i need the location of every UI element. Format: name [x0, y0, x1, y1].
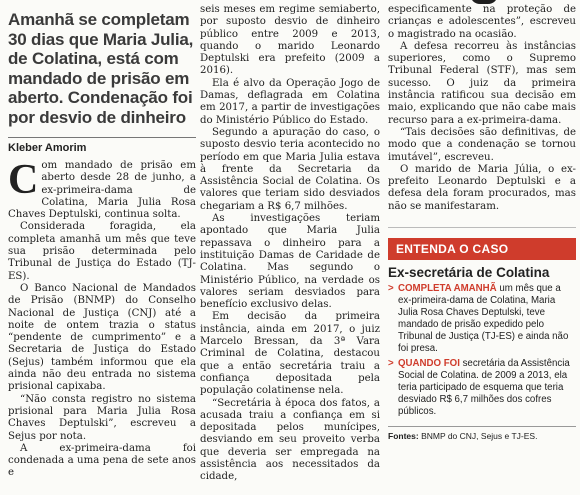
sources-label: Fontes: [388, 431, 419, 442]
paragraph-text: om mandado de prisão em aberto desde 28 de junho, a ex-primeira-dama de Colatina, Maria Julia Rosa Chaves Deptulski, continua solta. [8, 160, 196, 221]
article-paragraph: especificamente na proteção de crianças e adolescentes”, escreveu o magistrado na ocasião. [388, 4, 576, 40]
article-paragraph: O Banco Nacional de Mandados de Prisão (BNMP) do Conselho Nacional de Justiça (CNJ) até a noite de ontem trazia o status “pendente de cumprimento” e a Secretaria de Justiça do Estado (Sejus) também informou que ela ainda não deu entrada no sistema prisional capixaba. [8, 282, 196, 393]
article-paragraph: A ex-primeira-dama foi condenada a uma pena de sete anos e [8, 442, 196, 479]
article-paragraph: Em decisão da primeira instância, ainda em 2017, o juiz Marcelo Bressan, da 3ª Vara Criminal de Colatina, destacou que a então secretária traiu a confiança depositada pela população colatinense nela. [200, 311, 380, 397]
list-item-lead: QUANDO FOI [398, 358, 460, 370]
article-paragraph: seis meses em regime semiaberto, por suposto desvio de dinheiro público entre 2009 e 2013, quando o marido Leonardo Deptulski era prefeito (2009 a 2016). [200, 4, 380, 77]
sources-text: BNMP do CNJ, Sejus e TJ-ES. [418, 431, 538, 442]
headline-divider [8, 137, 196, 138]
list-item [388, 358, 576, 418]
drop-cap: C [8, 157, 39, 203]
article-paragraph: A defesa recorreu às instâncias superiores, como o Supremo Tribunal Federal (STF), mas sem sucesso. O juiz da primeira instância ratificou sua decisão em maio, explicando que não cabe mais recurso para a ex-primeira-dama. [388, 40, 576, 126]
chevron-right-icon: > [388, 358, 394, 370]
article-body-col3 [388, 4, 576, 213]
explainer-box-list [388, 283, 576, 418]
article-body-col1 [8, 157, 196, 480]
article-paragraph: “Não consta registro no sistema prisional para Maria Julia Rosa Chaves Deptulski”, escreveu a Sejus por nota. [8, 393, 196, 442]
article-column-3 [388, 0, 576, 441]
article-headline: Amanhã se completam 30 dias que Maria Julia, de Colatina, está com mandado de prisão em aberto. Condenação foi por desvio de dinheiro [8, 10, 194, 127]
chevron-right-icon: > [388, 283, 394, 295]
article-paragraph: “Tais decisões são definitivas, de modo que a condenação se tornou imutável”, escreveu. [388, 126, 576, 163]
explainer-box-sources [388, 426, 576, 441]
article-paragraph: Ela é alvo da Operação Jogo de Damas, deflagrada em Colatina em 2017, a partir de investigações do Ministério Público do Estado. [200, 77, 380, 126]
explainer-box-title: ENTENDA O CASO [388, 238, 576, 260]
list-item-text: um mês que a ex-primeira-dama de Colatina, Maria Julia Rosa Chaves Deptulski, teve mandado de prisão expedido pelo Tribunal de Justiça (TJ-ES) e ainda não foi presa. [398, 283, 569, 355]
explainer-box-headline: Ex-secretária de Colatina [388, 265, 550, 281]
article-paragraph: O marido de Maria Júlia, o ex-prefeito Leonardo Deptulski e a defesa dela foram procurados, mas não se manifestaram. [388, 163, 576, 212]
article-column-1 [8, 0, 196, 480]
article-body-col2 [200, 4, 380, 484]
article-paragraph: “Secretária à época dos fatos, a acusada traiu a confiança em si depositada pelos munícipes, desviando em seu proveito verba que deveria ser empregada na assistência aos necessitados da cidade, [200, 397, 380, 483]
article-paragraph: Considerada foragida, ela completa amanhã um mês que teve sua prisão determinada pelo Tribunal de Justiça do Estado (TJ-ES). [8, 221, 196, 282]
article-paragraph: Segundo a apuração do caso, o suposto desvio teria acontecido no período em que Maria Julia estava à frente da Secretaria da Assistência Social de Colatina. Os valores que teriam sido desviados chegariam a R$ 6,7 milhões. [200, 126, 380, 212]
list-item-text: secretária da Assistência Social de Colatina. de 2009 a 2013, ela teria participado de esquema que teria desviado R$ 6,7 milhões dos cofres públicos. [398, 358, 570, 418]
explainer-box [388, 238, 576, 441]
article-column-2 [200, 0, 380, 484]
list-item-lead: COMPLETA AMANHÃ [398, 283, 497, 295]
article-paragraph: As investigações teriam apontado que Maria Julia repassava o dinheiro para a instituição Damas de Caridade de Colatina. Mas segundo o Ministério Público, na verdade os valores seriam desviados para benefício exclusivo delas. [200, 213, 380, 311]
sidebar-divider [388, 227, 576, 228]
article-paragraph [8, 157, 196, 221]
list-item [388, 283, 576, 355]
article-byline: Kleber Amorim [8, 142, 87, 154]
